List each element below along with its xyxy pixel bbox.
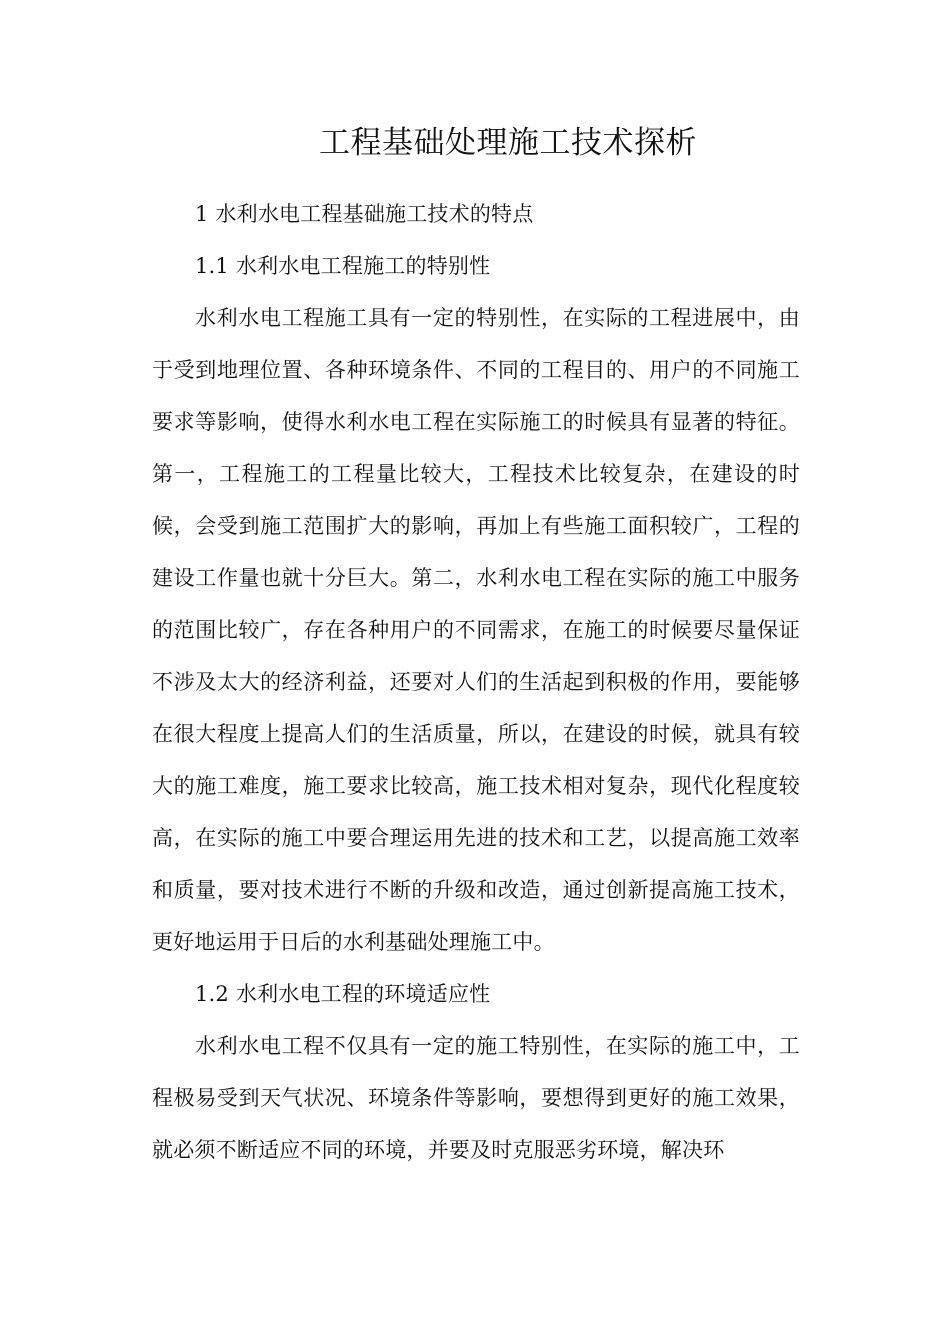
section-1-2-heading: 1.2 水利水电工程的环境适应性 xyxy=(195,982,491,1006)
document-body xyxy=(152,188,800,1176)
section-1-heading: 1 水利水电工程基础施工技术的特点 xyxy=(195,202,534,226)
section-1-1-heading: 1.1 水利水电工程施工的特别性 xyxy=(195,254,491,278)
section-1-1-paragraph: 水利水电工程施工具有一定的特别性，在实际的工程进展中，由于受到地理位置、各种环境条件、不同的工程目的、用户的不同施工要求等影响，使得水利水电工程在实际施工的时候具有显著的特征。第一，工程施工的工程量比较大，工程技术比较复杂，在建设的时候，会受到施工范围扩大的影响，再加上有些施工面积较广，工程的建设工作量也就十分巨大。第二，水利水电工程在实际的施工中服务的范围比较广，存在各种用户的不同需求，在施工的时候要尽量保证不涉及太大的经济利益，还要对人们的生活起到积极的作用，要能够在很大程度上提高人们的生活质量，所以，在建设的时候，就具有较大的施工难度，施工要求比较高，施工技术相对复杂，现代化程度较高，在实际的施工中要合理运用先进的技术和工艺，以提高施工效率和质量，要对技术进行不断的升级和改造，通过创新提高施工技术，更好地运用于日后的水利基础处理施工中。 xyxy=(152,306,800,954)
section-1-2-paragraph: 水利水电工程不仅具有一定的施工特别性，在实际的施工中，工程极易受到天气状况、环境条件等影响，要想得到更好的施工效果，就必须不断适应不同的环境，并要及时克服恶劣环境，解决环 xyxy=(152,1034,800,1162)
document-title: 工程基础处理施工技术探析 xyxy=(319,125,697,161)
